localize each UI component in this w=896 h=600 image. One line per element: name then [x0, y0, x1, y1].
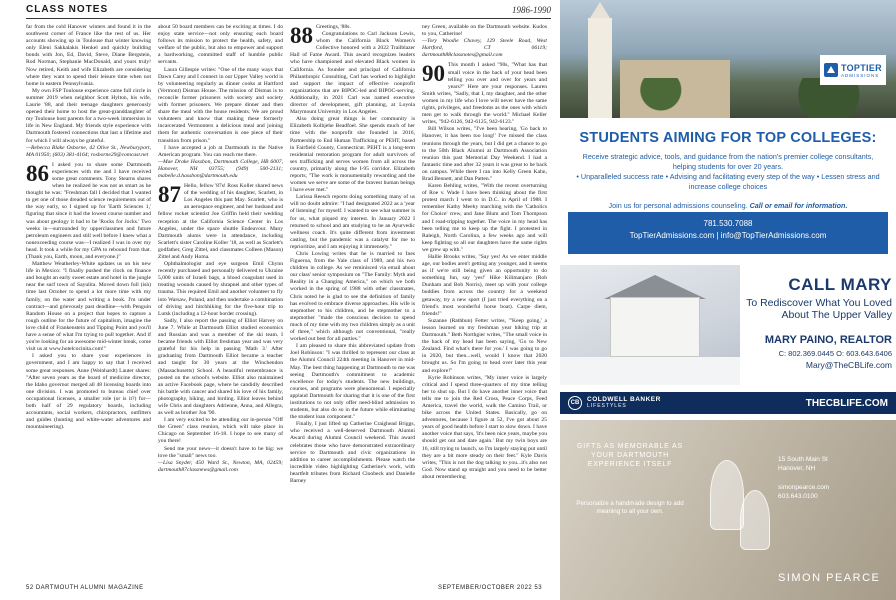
toptier-name: TOPTIER — [841, 62, 882, 73]
toptier-bullets: • Unparalleled success rate • Advising and facilitating every step of the way • Lessen stress and increase college choices — [576, 172, 880, 191]
paragraph — [158, 183, 283, 261]
house-photo — [560, 265, 740, 385]
simon-pearce-subtext: Personalize a handmade design to add meaning to all your own. — [576, 500, 684, 515]
cb-brand-a: COLDWELL BANKER — [587, 396, 661, 403]
ads-column — [560, 0, 896, 600]
campus-photo — [560, 0, 896, 118]
toptier-logo[interactable] — [820, 55, 886, 85]
cb-website[interactable]: THECBLIFE.COM — [805, 397, 888, 409]
paragraph: far from the cold Hanover winters and found it in the southwest corner of France like the rest of us. Her accounts showing up in Toulouse that winter knowing only Eleni Sakkalakis Henkel and quickly building bonds with Jon, Ed, David, Steve, Diane Bergstein, Rod Norman, Stephanie MacDonald, and yours truly! Now retired, Keith and wife Elizabeth are considering where they want to spend their leisure time when not home in eastern Pennsylvania. — [26, 24, 151, 87]
paragraph: Larissa Reesch reports doing something many of us will no doubt admire: "I had designated 2022 as a 'year of listening' for myself. I wanted to see what summer is for us, what piqued my interest. In January 2022 I returned to school and am studying to be an Ayurvedic wellness coach. It's quite different from investment casting, but the pandemic was a catalyst for me to reprioritize, and I am enjoying it immensely." — [290, 194, 415, 250]
paragraph: Suzanne (Rathbun) Fetter writes, "'Keep going,' a lesson learned on my freshman year hiking trip at Dartmouth." Beth Northgier writes, "The small voice in the back of my head has been saying, 'Go to New Zealand. Find what's there for you.' I was going to go in 2020, but then...well, would I know that 2020 brought us. So I'm going to head over later this year and explore!" — [422, 317, 547, 374]
paragraph: I have accepted a job at Dartmouth in the Native American program. You can reach me there. — [158, 144, 283, 158]
class-year-dropcap: 87 — [158, 182, 181, 208]
paragraph: I am pleased to share this abbreviated update from Joel Robinson: "I was thrilled to represent our class at the Alumni Council 224th meeting in Hanover in mid-May. The best thing happening at Dartmouth to me was seeing Dartmouth's commitment to academic excellence for today's students. The new buildings, courses, and programs were phenomenal. I especially applaud Dartmouth for sharing that it is one of the first institutions to not only offer need-blind admission to students, but also do so in the future while eliminating the student loan component." — [290, 343, 415, 421]
house-illustration — [610, 297, 700, 357]
signature: —Mae Drake Hassbon, Dartmouth College, HB 6007, Hanover, NH 03755; (949) 500-2131; mabelle.d.hassbon@dartmouth.edu — [158, 158, 283, 179]
simon-pearce-brand: SIMON PEARCE — [778, 572, 881, 584]
section-title: CLASS NOTES — [26, 4, 109, 15]
class-year-dropcap: 90 — [422, 61, 445, 87]
paragraph: Finally, I just lifted up Catherine Craighead Briggs, who received a well-deserved Dartmouth Alumni Award during Alumni Council weekend. This award celebrates those who have demonstrated extraordinary service to Dartmouth and civic organizations in addition to career accomplishments. Please watch the incredible video highlighting Catherine's work, with heartfelt tributes from Richard Cloobeck and Danielle Barney — [290, 421, 415, 484]
realtor-tagline: To Rediscover What You Loved About The Upper Valley — [746, 297, 892, 321]
paragraph: I am very excited to be attending our in-person "Off the Green" class reunion, which will take place in Chicago on September 16-18. I hope to see many of you there! — [158, 417, 283, 445]
snow-illustration — [560, 357, 740, 385]
paragraph: Chris Lowing writes that he is married to Ines Figueroa, from the Yale class of 1989, and his two children in college. As we reminisced via email about our class' senior symposium on "The Family: Myth and Reality in a Changing America," on which we both worked in the spring of 1988 with other classmates, Chris noted he is glad to see the definition of family has evolved to embrace diverse approaches. His wife is stepmother to his children, and he stepmother to a stepmother "made the conscious decision to spend much of my time with my two children simply as a unit of three," which although not conventional, "really worked out best for all parties." — [290, 251, 415, 343]
simon-pearce-headline: GIFTS AS MEMORABLE AS YOUR DARTMOUTH EXPERIENCE ITSELF — [577, 443, 683, 468]
paragraph-text: I asked you to share some Dartmouth experiences with me and I have received some great comments. Tony Stearns shares when he realized he was not as smart as he thought he was: "Freshman fall I decided that I wanted to get one of those dreaded science requirements out of the way early, so I signed up for 'Earth Sciences 1,' figuring that since it had the lowest course number and was about geology it had to be 'Rocks for Jocks.' Two weeks in—surrounded by upperclassmen and future petroleum engineers and still well before I knew what a nonexceeding course was—I realized I was in over my head. It took a while for my GPA to rebound from that. (Thank you, Earth, moon, and everyone.)" — [26, 161, 151, 260]
paragraph: My own FSP Toulouse experience came full circle in summer 2019 when neighbor Scott Hylton, his wife, Laurie '88, and their teenage daughters generously opened their home to host the great-granddaughter of my Toulouse host parents for a two-week immersion in life in New England. My friends style experience with Dartmouth fostered connections that last a lifetime and for which I will always be grateful. — [26, 87, 151, 144]
coldwell-banker-bar — [560, 392, 896, 414]
signature: —Rebecca Blake Osborne, 42 Olive St., Newburyport, MA 01950; (603) 381-4164; rosborne29@comcast.net — [26, 144, 151, 158]
paragraph: Kyrie Robinson writes, "My inner voice is largely critical and I spend three-quarters of my time telling her to shut up. But I do have another inner voice that tells me to join the Red Cross, Peace Corps, Feed America, travel the world, walk the Camino Trail, or bike across the United States. Basically, go on adventures, because I figure at 52, I've got about 25 years of good health before I start to slow down. I have another voice that says, 'It's been nice years, maybe you should get out and date again.' But my twin boys are 16, still trying to launch, so I'm largely staying put until they are a bit more steady on their feet." Kyle Davis writes, "This is not the dog talking to you...it's also not God. Now stand up straight and you need to be better about remembering — [422, 374, 547, 480]
paragraph: Matthew Weatherley-White updates us on his new life in Mexico: "I finally pushed the clock on finance and bought an early sweet estate and hotel in the jungle near the surf town of Sayulita. Moved down full (ish) time last October to spend a lot more time with my family, on the water and writing a book. I'm under contract—and grievously past deadline—with Penguin Random House on a project that hopes to capture a rough outline for the future of capitalism, imagine the love child of Frankenstein and Tipping Point and you'll have a sense of what I'm trying to pull together. And if you're looking for an awesome mid-winter break, come visit us at www.hotelcocinita.com!" — [26, 261, 151, 353]
paragraph — [290, 24, 415, 48]
column-1 — [26, 24, 151, 580]
footer-right: SEPTEMBER/OCTOBER 2022 53 — [438, 585, 543, 591]
paragraph: Karen Behling writes, "With the recent overturning of Roe v. Wade I have been thinking about the first protest march I went to in D.C. in April of 1988. I remember Kathy Meehy marching with the 'Catholics for Choice' crew, and Jane Blum and Tom Thompson and I road-tripping together. The voice in my head has been telling me to keep up the fight. I protested in Raleigh, North Carolina, a few weeks ago and will keep fighting so all our daughters have the same rights we grew up with." — [422, 183, 547, 253]
signature: —Lisa Snyder, 450 Ward St., Newton, MA, 02459; dartmouth87classnews@gmail.com — [158, 459, 283, 473]
cb-brand-b: LIFESTYLES — [587, 403, 627, 409]
toptier-wordmark — [841, 63, 882, 78]
coldwell-banker-wordmark — [587, 396, 661, 410]
signature: —Tory Woodie Chavey, 129 Steele Road, West Hartford, CT 06119; dartmouth88classnotes@gmail.com — [422, 38, 547, 59]
paragraph-text: Greetings, '88s. — [316, 24, 351, 30]
header-rule — [26, 18, 551, 19]
class-year-dropcap: 86 — [26, 160, 49, 186]
toptier-cta-text: Join us for personal admissions counseling. — [608, 201, 748, 210]
year-range: 1986-1990 — [512, 5, 551, 15]
column-3 — [290, 24, 415, 580]
footer-left: 52 DARTMOUTH ALUMNI MAGAZINE — [26, 585, 144, 591]
toptier-contact-bar — [568, 212, 888, 254]
toptier-sub: ADMISSIONS — [841, 72, 880, 78]
simon-pearce-contact[interactable]: simonpearce.com 603.643.0100 — [778, 484, 830, 500]
realtor-name: MARY PAINO, REALTOR — [764, 334, 892, 346]
toptier-mountain-icon — [824, 63, 838, 77]
realtor-call: CALL MARY — [788, 275, 892, 294]
paragraph: Sadly, I also report the passing of Elliot Harvey on June 7. While at Dartmouth Elliot studied economics and Russian and was a member of the ski team. I became friends with Elliot freshman year and was very grateful for his help in passing 'Math 3.' After graduating from Dartmouth Elliot became a teacher and taught for 30 years at the Winchendon (Massachusetts) School. A beautiful remembrance is posted on the school's website. Elliot also maintained an active Facebook page, where he candidly described his battle with cancer and shared his love of his family, photography, hiking, and birding. Elliot leaves behind wife Chris and daughters Adrienne, Anna, and Allegra, as well as brother Jon '90. — [158, 317, 283, 417]
toptier-description: Receive strategic advice, tools, and guidance from the nation's premier college consultants, helping students for over 20 years. — [582, 152, 874, 171]
class-year-dropcap: 88 — [290, 24, 313, 48]
paragraph: Congratulations to Carl Jackson Lewis, whom the California Black Women's Collective honored with a 2022 Trailblazer Hall of Fame Award. This award recognizes leaders who have championed and elevated Black women in California. As founder and principal of California Philanthropic Consulting, Carl has worked to highlight and support the impact of effective nonprofit organizations that are BIPOC-led and BIPOC-serving. Additionally, in 2021 Carl was named executive director of development, gift planning, at Loyola Marymount University in Los Angeles. — [290, 31, 415, 116]
paragraph: Laura Gillespie writes: "One of the many ways that Dawn Carey and I connect in our Upper Valley world is by volunteering regularly as dinner cooks at Hartford (Vermont) Dismas House. The mission of Dismas is to reconcile former prisoners with society and society with former prisoners. We prepare dinner and then share the meal with the house residents. We are proud volunteers and know that making these formerly incarcerated Vermonters a delicious meal and joining them for authentic conversation is one piece of their transition from prison." — [158, 66, 283, 144]
paragraph: Bill Wilson writes, "I've been hearing, 'Go back to Hanover, it has been too long!' I've missed the class reunions through the years, but I did get a chance to go to the 50th Black Alumni at Dartmouth Association reunion this past Memorial Day Weekend. I had a fantastic time and after 32 years it was great to be back on campus. While there I ran into Kelly Green Kahn, Brad Bennett, and Dan Patten." — [422, 126, 547, 182]
paragraph — [26, 162, 151, 261]
toptier-headline: STUDENTS AIMING FOR TOP COLLEGES: — [579, 130, 877, 146]
toptier-contact-links[interactable]: TopTierAdmissions.com | info@TopTierAdmissions.com — [629, 231, 827, 240]
paragraph-text: Hello, fellow '87s! Ross Koller shared news of the wedding of his daughter, Scarlett, in Los Angeles this past May. Scarlett, who is an aerospace engineer, and her husband and fellow rocket scientist Joe Griffin held their wedding reception at the California Science Center in Los Angeles, under the space shuttle Endeavour. Many Dartmouth alums were in attendance, including Scarlett's sister Caroline Koller '18, as well as Scarlett's godfather, Greg Zittel, and classmates Colleen (Mason) Zittel and Andy Homa. — [158, 183, 283, 260]
toptier-cta-emph: Call or email for information. — [749, 201, 848, 210]
paragraph: Send me your news—it doesn't have to be big: we love the "small" news too. — [158, 445, 283, 459]
paragraph-text: This month I asked "90s, "What has that small voice in the back of your head been telling you over and over for years and years?" Here are your responses. Lauren Smith writes, "Sadly, that I, my daughter, and the other women in my life who I love will never have the same rights, privileges, and freedoms as the ones with which men get to walk through the world." Michael Keller writes, "942-6126, 942-6125, 942-6123." — [422, 62, 547, 126]
realtor-phones[interactable]: C: 802.369.0445 O: 603.643.6406 — [778, 349, 892, 358]
paragraph: about 50 board members can be exciting at times. I do enjoy state service—not only ensuring each board follows its mission to protect the health, safety, and welfare of the public, but also to empower and support a hardworking, committed staff of humble public servants. — [158, 24, 283, 66]
paragraph: ney Green, available on the Dartmouth website. Kudos to you, Catherine! — [422, 24, 547, 38]
glass-illustration — [740, 490, 770, 550]
simon-pearce-address: 15 South Main St Hanover, NH — [778, 456, 828, 472]
column-4 — [422, 24, 547, 580]
column-2 — [158, 24, 283, 580]
roof-illustration — [604, 275, 706, 299]
coldwell-banker-logo-icon: CB — [568, 396, 582, 410]
paragraph: Also doing great things is her community is Elizabeth Kolbjehe Beadfoel. She spends much of her time with the nonprofit she founded in 2016, Partnership to End Human Trafficking or PEHT, based in Fairfield County, Connecticut. PEHT is a long-term residential restoration program for adult survivors of sex trafficking and serves women from all across the country, primarily along the I-95 corridor. Elizabeth reports, "The work is monumentally rewarding and the women we serve are some of the bravest human beings I have ever met." — [290, 116, 415, 194]
realtor-text — [746, 275, 892, 321]
toptier-cta — [572, 201, 884, 210]
toptier-body — [572, 152, 884, 192]
paragraph: I asked you to share your experiences in government, and I am happy to say that I received some great responses. Anne (Weinhardt) Lauter shares: "After seven years as the board of medicine director, the Idaho governor merged all 48 licensing boards into one division. I was promoted to bureau chief over occupational licenses, a smaller role (or is it?) for—both half of 29 regulatory boards, including accountants, social workers, chiropractors, outfitters and guides (hunting and white-water adventures and mountaineering). — [26, 353, 151, 431]
simon-pearce-ad — [560, 420, 896, 600]
glass-illustration — [710, 460, 744, 530]
paragraph: Hallie Brooks writes, "Say yes! As we enter middle age, our bodies aren't getting any younger, and it seems as if we're still being given an opportunity to do something fun, say 'yes!' Hike Kilimanjaro (Rob Dunham and Bob Norris), meet up with your college buddies from across the country for a weekend getaway, try a new sport (I just tried everything on a friend's most wonderful horse boat). Carpe diem, friends!" — [422, 254, 547, 317]
toptier-phone[interactable]: 781.530.7088 — [703, 219, 753, 228]
paragraph — [422, 62, 547, 126]
paragraph: Ophthalmologist and eye surgeon Emil Chynn recently purchased and personally delivered to Ukraine 5,000 units of Israeli bags, a blood coagulant used in treating wounds caused by shrapnel and other types of trauma. This required Emil and another volunteer to fly into Warsaw, Poland, and then undertake a combination of driving and hitchhiking for the five-hour trip to Lutsk (including a 12-hour border crossing). — [158, 261, 283, 317]
realtor-email[interactable]: Mary@TheCBLife.com — [805, 360, 892, 370]
